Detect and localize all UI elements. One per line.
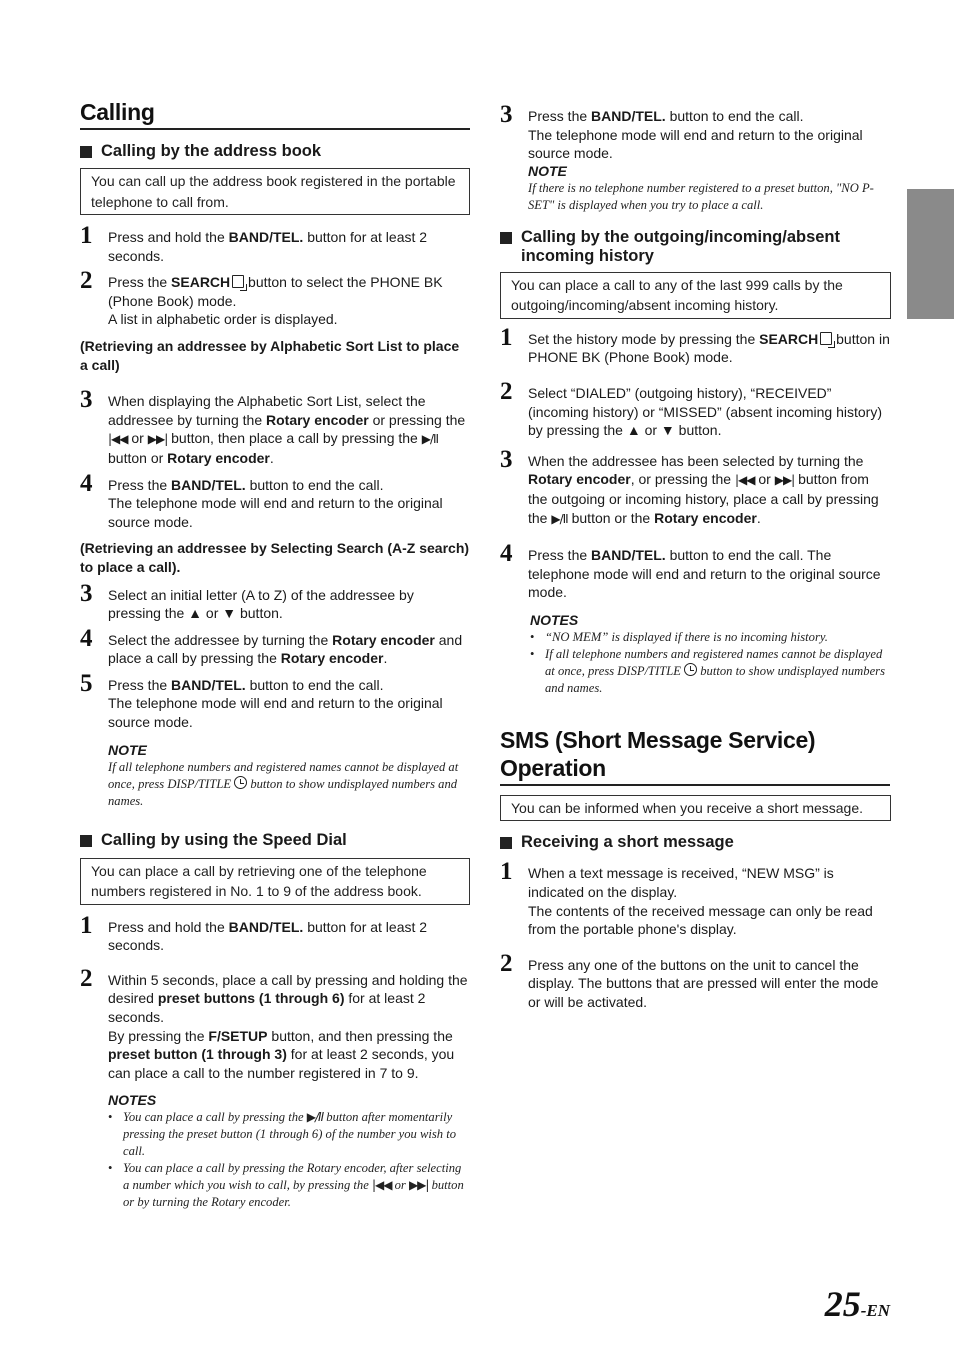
notes-history xyxy=(500,612,891,697)
heading-text: Calling by the address book xyxy=(101,142,322,160)
step-number: 4 xyxy=(80,469,93,497)
section-title-calling: Calling xyxy=(80,98,470,130)
next-track-icon: ▶▶| xyxy=(147,432,168,447)
info-box-address-book: You can call up the address book registered in the portable telephone to call from. xyxy=(80,168,470,215)
square-bullet-icon xyxy=(80,146,92,158)
step-4-history: 4 Press the BAND/TEL. button to end the call. The telephone mode will end and return to the original source mode. xyxy=(500,540,881,601)
disp-title-clock-icon xyxy=(684,663,697,676)
step-4: 4 Press the BAND/TEL. button to end the call. The telephone mode will end and return to the original source mode. xyxy=(80,469,443,530)
heading-receiving xyxy=(500,833,891,852)
prev-track-icon: |◀◀ xyxy=(371,1178,392,1193)
search-button-icon xyxy=(820,332,832,345)
notes-title: NOTES xyxy=(530,611,579,628)
page-number: 25-EN xyxy=(824,1284,890,1324)
prev-track-icon: |◀◀ xyxy=(734,473,755,488)
step-number: 3 xyxy=(80,579,93,607)
heading-history xyxy=(500,228,891,266)
step-1-history: 1 Set the history mode by pressing the SEARCH button in PHONE BK (Phone Book) mode. xyxy=(500,323,890,366)
note-title: NOTE xyxy=(108,741,147,758)
step-2-sms: 2 Press any one of the buttons on the unit to cancel the display. The buttons that are pressed will enter the mode or will be activated. xyxy=(500,949,879,1010)
note-text: If there is no telephone number registered to a preset button, "NO P-SET" is displayed when you try to place a call. xyxy=(528,180,874,212)
list-item: • You can place a call by pressing the Rotary encoder, after selecting a number which you wish to call, by pressing the |◀◀ or ▶▶| button or by turning the Rotary encoder. xyxy=(108,1160,470,1211)
notes-list xyxy=(530,629,891,697)
info-box-sms: You can be informed when you receive a short message. xyxy=(500,795,891,822)
step-number: 3 xyxy=(500,101,513,128)
left-column xyxy=(80,98,470,1211)
step-number: 2 xyxy=(500,377,513,405)
list-item: • If all telephone numbers and registered names cannot be displayed at once, press DISP/TITLE button to show undisplayed numbers and names. xyxy=(530,646,891,697)
notes-speed-dial xyxy=(80,1092,470,1211)
notes-list xyxy=(108,1109,470,1211)
heading-address-book xyxy=(80,142,470,161)
step-number: 1 xyxy=(80,911,93,939)
next-track-icon: ▶▶| xyxy=(408,1178,429,1193)
disp-title-clock-icon xyxy=(234,776,247,789)
subheading-az-search: (Retrieving an addressee by Selecting Search (A-Z search) to place a call). xyxy=(80,540,470,575)
note-address-book xyxy=(80,742,470,810)
step-3-history: 3 When the addressee has been selected by turning the Rotary encoder, or pressing the |◀◀ or ▶▶| button from the outgoing or incoming history, place a call by pressing the ▶/II button or the Rotary encoder. xyxy=(500,445,879,526)
step-number: 1 xyxy=(80,222,93,249)
step-number: 1 xyxy=(500,323,513,351)
note-text: If all telephone numbers and registered names cannot be displayed at once, press DISP/TITLE button to show undisplayed numbers and names. xyxy=(108,759,459,808)
step-1: 1 Press and hold the BAND/TEL. button for at least 2 seconds. xyxy=(80,222,428,264)
prev-track-icon: |◀◀ xyxy=(108,432,128,447)
step-4b: 4 Select the addressee by turning the Rotary encoder and place a call by pressing the Rotary encoder. xyxy=(80,624,463,667)
search-button-icon xyxy=(232,275,244,288)
heading-text: Calling by the outgoing/incoming/absent incoming history xyxy=(521,227,840,265)
play-pause-icon: ▶/II xyxy=(551,511,568,526)
list-item: • “NO MEM” is displayed if there is no incoming history. xyxy=(530,629,891,646)
heading-text: Calling by using the Speed Dial xyxy=(101,830,347,849)
square-bullet-icon xyxy=(80,835,92,847)
step-3-continued: 3 Press the BAND/TEL. button to end the call. The telephone mode will end and return to the original source mode. NOTE If there is no telephone number registered to a preset button, "NO P-SET" is displayed when you try to place a call. xyxy=(500,107,891,214)
step-number: 2 xyxy=(80,964,93,992)
step-3: 3 When displaying the Alphabetic Sort List, select the addressee by turning the Rotary encoder or pressing the |◀◀ or ▶▶| button, then place a call by pressing the ▶/II button or Rotary encoder. xyxy=(80,386,466,466)
side-tab-marker xyxy=(907,189,954,319)
heading-speed-dial xyxy=(80,831,470,850)
right-column xyxy=(500,98,891,1012)
play-pause-icon: ▶/II xyxy=(306,1110,324,1125)
step-number: 2 xyxy=(500,949,513,977)
subheading-alphabetic: (Retrieving an addressee by Alphabetic Sort List to place a call) xyxy=(80,337,460,373)
list-item: • You can place a call by pressing the ▶/II button after momentarily pressing the preset button (1 through 6) of the number you wish to call. xyxy=(108,1109,470,1160)
step-number: 2 xyxy=(80,267,93,295)
step-number: 5 xyxy=(80,669,93,697)
next-track-icon: ▶▶| xyxy=(774,473,795,488)
step-number: 4 xyxy=(80,624,93,652)
heading-text: Receiving a short message xyxy=(521,833,734,852)
step-2-history: 2 Select “DIALED” (outgoing history), “RECEIVED” (incoming history) or “MISSED” (absent incoming history) by pressing the ▲ or ▼ button. xyxy=(500,377,882,439)
step-3b: 3 Select an initial letter (A to Z) of the addressee by pressing the ▲ or ▼ button. xyxy=(80,579,414,622)
notes-title: NOTES xyxy=(108,1092,157,1109)
square-bullet-icon xyxy=(500,232,512,244)
step-2-speed: 2 Within 5 seconds, place a call by pressing and holding the desired preset buttons (1 through 6) for at least 2 seconds. By pressing the F/SETUP button, and then pressing the preset button (1 through 3) for at least 2 seconds, you can place a call to the number registered in 7 to 9. xyxy=(80,964,468,1081)
play-pause-icon: ▶/II xyxy=(421,432,439,447)
step-number: 1 xyxy=(500,858,513,886)
step-1-speed: 1 Press and hold the BAND/TEL. button for at least 2 seconds. xyxy=(80,911,428,954)
step-2: 2 Press the SEARCH button to select the PHONE BK (Phone Book) mode. A list in alphabetic order is displayed. xyxy=(80,267,443,328)
info-box-history: You can place a call to any of the last 999 calls by the outgoing/incoming/absent incoming history. xyxy=(500,272,891,319)
step-number: 3 xyxy=(500,445,513,473)
square-bullet-icon xyxy=(500,837,512,849)
step-5b: 5 Press the BAND/TEL. button to end the call. The telephone mode will end and return to the original source mode. xyxy=(80,669,443,731)
step-number: 3 xyxy=(80,386,93,414)
note-title: NOTE xyxy=(528,162,567,179)
step-number: 4 xyxy=(500,540,513,568)
section-title-sms: SMS (Short Message Service) Operation xyxy=(500,726,890,786)
info-box-speed-dial: You can place a call by retrieving one of the telephone numbers registered in No. 1 to 9 of the address book. xyxy=(80,858,470,905)
step-1-sms: 1 When a text message is received, “NEW MSG” is indicated on the display. The contents of the received message can only be read from the portable phone's display. xyxy=(500,858,873,938)
